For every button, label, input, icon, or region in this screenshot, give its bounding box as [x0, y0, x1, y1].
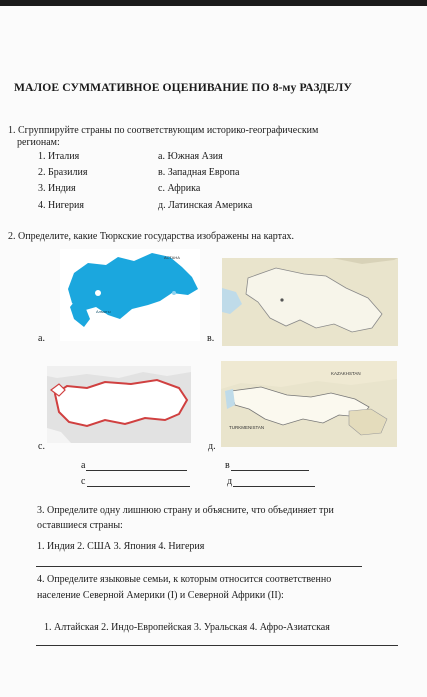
- country-item: 1. Италия: [38, 151, 80, 162]
- task4-options: 1. Алтайская 2. Индо-Европейская 3. Уральская 4. Афро-Азиатская: [44, 622, 330, 633]
- answer-label-c: с: [81, 476, 86, 487]
- answer-label-a: а: [81, 460, 86, 471]
- map-label-turkmenistan: TURKMENISTAN: [229, 425, 265, 430]
- map-uzbekistan: [221, 361, 397, 447]
- answer-blank-c[interactable]: [87, 486, 190, 487]
- task1-question: 1. Сгруппируйте страны по соответствующим историко-географическим: [8, 125, 319, 136]
- region-item: д. Латинская Америка: [158, 200, 253, 211]
- task3-question-cont: оставшиеся страны:: [37, 520, 123, 531]
- region-item: в. Западная Европа: [158, 167, 240, 178]
- country-item: 3. Индия: [38, 183, 76, 194]
- map-label-kazakhstan: KAZAKHSTAN: [331, 371, 361, 376]
- answer-blank-b[interactable]: [231, 470, 309, 471]
- task3-question: 3. Определите одну лишнюю страну и объясните, что объединяет три: [37, 505, 334, 516]
- answer-blank-d[interactable]: [233, 486, 315, 487]
- task4-question: 4. Определите языковые семьи, к которым относится соответственно: [37, 574, 332, 585]
- task4-question-cont: население Северной Америки (I) и Северной Африки (II):: [37, 590, 284, 601]
- map-label-b: в.: [207, 333, 215, 344]
- country-item: 2. Бразилия: [38, 167, 88, 178]
- top-border: [0, 0, 427, 6]
- answer-blank-task4[interactable]: [36, 645, 398, 646]
- task3-options: 1. Индия 2. США 3. Япония 4. Нигерия: [37, 541, 205, 552]
- map-label-city: Алматы: [96, 309, 111, 314]
- answer-blank-task3[interactable]: [36, 566, 362, 567]
- map-turkey: [47, 366, 191, 443]
- map-kazakhstan: [60, 249, 200, 341]
- task2-question: 2. Определите, какие Тюркские государства изображены на картах.: [8, 231, 295, 242]
- region-item: с. Африка: [158, 183, 201, 194]
- map-turkmenistan: [222, 258, 398, 346]
- answer-label-b: в: [225, 460, 230, 471]
- region-item: а. Южная Азия: [158, 151, 223, 162]
- answer-label-d: д: [227, 476, 233, 487]
- country-item: 4. Нигерия: [38, 200, 84, 211]
- map-label-c: с.: [38, 441, 45, 452]
- answer-blank-a[interactable]: [86, 470, 187, 471]
- map-label-capital: АСТАНА: [164, 255, 180, 260]
- page-title: МАЛОЕ СУММАТИВНОЕ ОЦЕНИВАНИЕ ПО 8-му РАЗДЕЛУ: [14, 81, 352, 94]
- task1-question-cont: регионам:: [17, 137, 60, 148]
- map-label-a: а.: [38, 333, 45, 344]
- map-label-d: д.: [208, 441, 216, 452]
